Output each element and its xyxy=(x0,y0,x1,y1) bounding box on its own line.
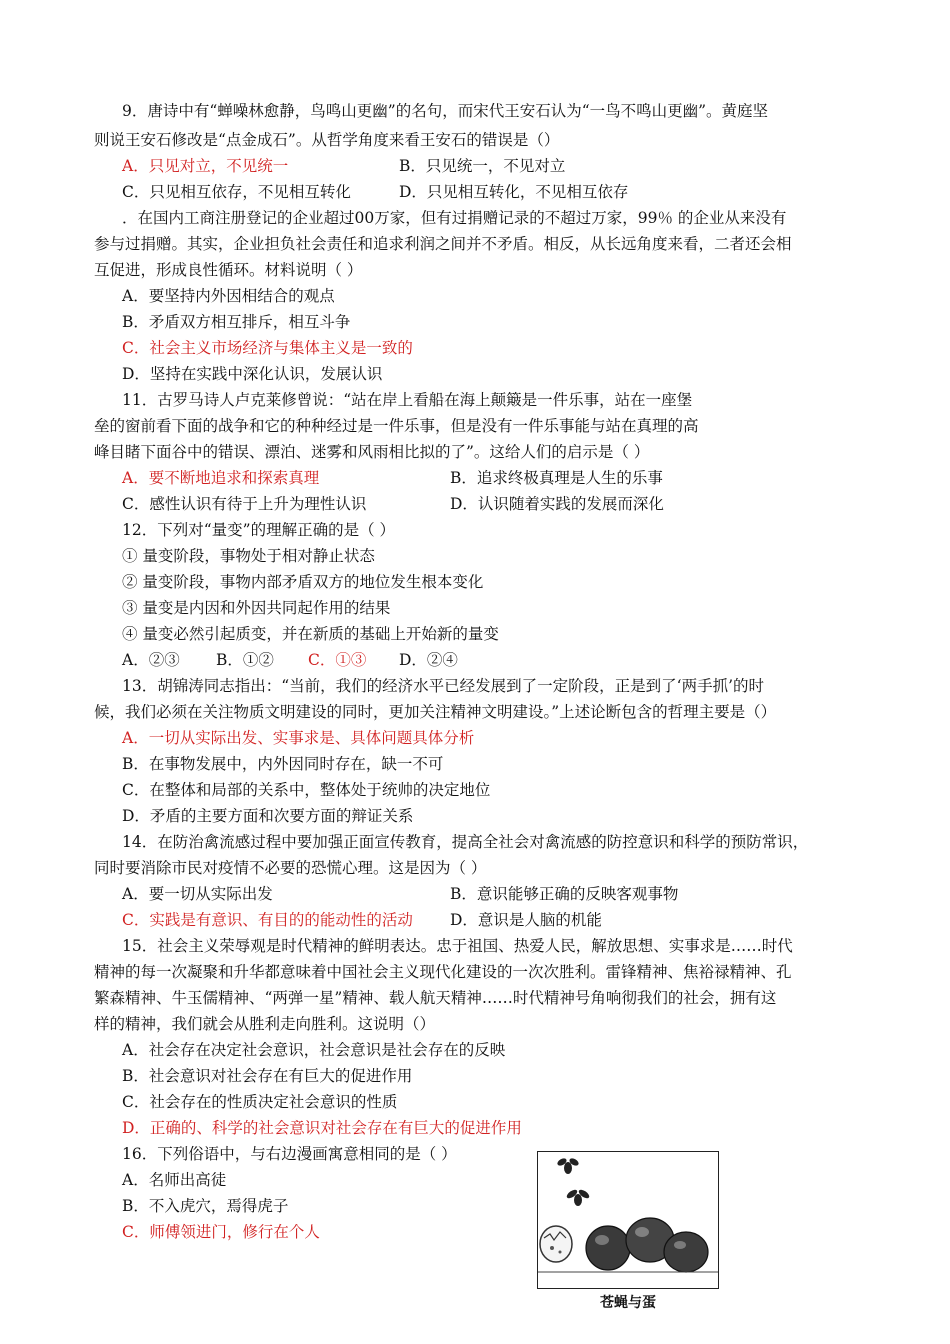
q15-option-b: B．社会意识对社会存在有巨大的促进作用 xyxy=(122,1067,413,1085)
q9-option-c: C．只见相互依存，不见相互转化 xyxy=(122,183,351,201)
q13-option-d: D．矛盾的主要方面和次要方面的辩证关系 xyxy=(122,807,414,825)
q11-options-row2 xyxy=(122,493,664,515)
q12-options-row xyxy=(122,649,458,671)
q10-option-d: D．坚持在实践中深化认识，发展认识 xyxy=(122,365,383,383)
q14-options-row1 xyxy=(122,883,679,905)
q15-option-c: C．社会存在的性质决定社会意识的性质 xyxy=(122,1093,398,1111)
q11-options-row1 xyxy=(122,467,663,489)
q10-stem-line3: 互促进，形成良性循环。材料说明（ ） xyxy=(94,261,363,279)
q10-option-c: C．社会主义市场经济与集体主义是一致的 xyxy=(122,339,413,357)
cartoon-caption: 苍蝇与蛋 xyxy=(600,1295,656,1311)
q15-stem-line2: 精神的每一次凝聚和升华都意味着中国社会主义现代化建设的一次次胜利。雷锋精神、焦裕禄精神、孔 xyxy=(94,963,792,981)
q12-statement-4: ④ 量变必然引起质变，并在新质的基础上开始新的量变 xyxy=(122,625,499,643)
q14-option-b: B．意识能够正确的反映客观事物 xyxy=(450,885,679,903)
q12-option-b: B．①② xyxy=(216,651,274,669)
q13-option-c: C．在整体和局部的关系中，整体处于统帅的决定地位 xyxy=(122,781,491,799)
q14-stem-line2: 同时要消除市民对疫情不必要的恐慌心理。这是因为（ ） xyxy=(94,859,487,877)
q12-statement-3: ③ 量变是内因和外因共同起作用的结果 xyxy=(122,599,391,617)
q9-option-b: B．只见统一，不见对立 xyxy=(399,157,566,175)
q15-option-a: A．社会存在决定社会意识，社会意识是社会存在的反映 xyxy=(122,1041,506,1059)
q11-option-d: D．认识随着实践的发展而深化 xyxy=(450,495,664,513)
q10-option-b: B．矛盾双方相互排斥，相互斗争 xyxy=(122,313,351,331)
q13-stem-line2: 候，我们必须在关注物质文明建设的同时，更加关注精神文明建设。”上述论断包含的哲理主要是（） xyxy=(94,703,777,721)
q11-option-c: C．感性认识有待于上升为理性认识 xyxy=(122,495,367,513)
q9-stem-line2: 则说王安石修改是“点金成石”。从哲学角度来看王安石的错误是（） xyxy=(94,131,560,149)
q9-stem-line1: 9．唐诗中有“蝉噪林愈静，鸟鸣山更幽”的名句，而宋代王安石认为“一鸟不鸣山更幽”。黄庭坚 xyxy=(122,102,769,120)
q14-option-d: D．意识是人脑的机能 xyxy=(450,911,602,929)
q11-option-a: A．要不断地追求和探索真理 xyxy=(122,469,320,487)
q9-options-row2 xyxy=(122,181,629,203)
cracked-egg-icon xyxy=(540,1226,572,1262)
q12-statement-1: ① 量变阶段，事物处于相对静止状态 xyxy=(122,547,375,565)
q10-stem-line1: ．在国内工商注册登记的企业超过00万家，但有过捐赠记录的不超过万家，99％ 的企业从来没有 xyxy=(122,209,787,227)
q14-options-row2 xyxy=(122,909,602,931)
q12-statement-2: ② 量变阶段，事物内部矛盾双方的地位发生根本变化 xyxy=(122,573,484,591)
q12-option-a: A．②③ xyxy=(122,651,180,669)
cartoon-illustration xyxy=(538,1152,718,1288)
q10-option-a: A．要坚持内外因相结合的观点 xyxy=(122,287,335,305)
q15-stem-line3: 繁森精神、牛玉儒精神、“两弹一星”精神、载人航天精神……时代精神号角响彻我们的社会，拥有这 xyxy=(94,989,777,1007)
q9-option-a: A．只见对立，不见统一 xyxy=(122,157,289,175)
q13-option-a: A．一切从实际出发、实事求是、具体问题具体分析 xyxy=(122,729,475,747)
q14-option-c: C．实践是有意识、有目的的能动性的活动 xyxy=(122,911,413,929)
q14-option-a: A．要一切从实际出发 xyxy=(122,885,273,903)
q9-options-row1 xyxy=(122,155,566,177)
q9-option-d: D．只见相互转化，不见相互依存 xyxy=(399,183,629,201)
q15-stem-line1: 15．社会主义荣辱观是时代精神的鲜明表达。忠于祖国、热爱人民，解放思想、实事求是……时代 xyxy=(122,937,793,955)
q15-stem-line4: 样的精神，我们就会从胜利走向胜利。这说明（） xyxy=(94,1015,436,1033)
q12-stem: 12．下列对“量变”的理解正确的是（ ） xyxy=(122,521,395,539)
fly-icon xyxy=(556,1157,580,1174)
q11-stem-line2: 垒的窗前看下面的战争和它的种种经过是一件乐事，但是没有一件乐事能与站在真理的高 xyxy=(94,417,699,435)
q14-stem-line1: 14．在防治禽流感过程中要加强正面宣传教育，提高全社会对禽流感的防控意识和科学的预防常识， xyxy=(122,833,809,851)
q16-stem: 16．下列俗语中，与右边漫画寓意相同的是（ ） xyxy=(122,1145,457,1163)
q15-option-d: D．正确的、科学的社会意识对社会存在有巨大的促进作用 xyxy=(122,1119,522,1137)
q12-option-d: D．②④ xyxy=(399,651,458,669)
fly-icon xyxy=(565,1188,590,1206)
egg-icon xyxy=(664,1232,708,1272)
q10-stem-line2: 参与过捐赠。其实，企业担负社会责任和追求利润之间并不矛盾。相反，从长远角度来看，二者还会相 xyxy=(94,235,792,253)
q11-stem-line3: 峰目睹下面谷中的错误、漂泊、迷雾和风雨相比拟的了”。这给人们的启示是（ ） xyxy=(94,443,650,461)
q11-option-b: B．追求终极真理是人生的乐事 xyxy=(450,469,663,487)
q16-option-c: C．师傅领进门，修行在个人 xyxy=(122,1223,320,1241)
q13-option-b: B．在事物发展中，内外因同时存在，缺一不可 xyxy=(122,755,444,773)
q13-stem-line1: 13．胡锦涛同志指出：“当前，我们的经济水平已经发展到了一定阶段，正是到了‘两手抓’的时 xyxy=(122,677,765,695)
q16-option-b: B．不入虎穴，焉得虎子 xyxy=(122,1197,289,1215)
q12-option-c: C．①③ xyxy=(308,651,367,669)
q11-stem-line1: 11．古罗马诗人卢克莱修曾说：“站在岸上看船在海上颠簸是一件乐事，站在一座堡 xyxy=(122,391,693,409)
cartoon-flies-and-eggs xyxy=(537,1151,719,1289)
q16-option-a: A．名师出高徒 xyxy=(122,1171,227,1189)
egg-icon xyxy=(586,1226,630,1270)
